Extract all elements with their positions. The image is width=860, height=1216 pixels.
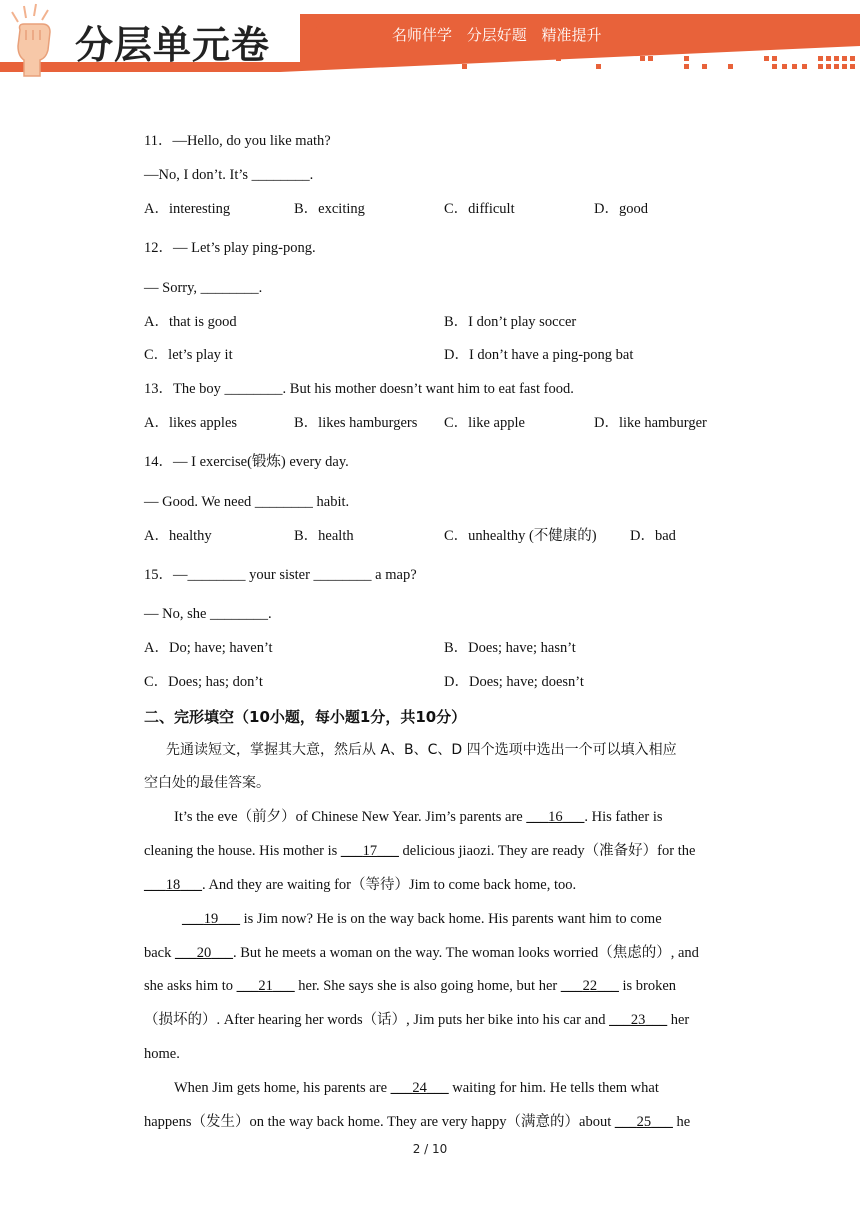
raised-fist-icon bbox=[2, 0, 72, 80]
question-14-response: — Good. We need ________ habit. bbox=[144, 494, 350, 510]
question-12-prompt: 12．— Let’s play ping-pong. bbox=[144, 240, 316, 256]
brand-title: 分层单元卷 bbox=[75, 23, 271, 67]
cloze-instruction-line-1: 先通读短文，掌握其大意，然后从 A、B、C、D 四个选项中选出一个可以填入相应 bbox=[166, 742, 677, 758]
blank-22: ___22___ bbox=[560, 978, 619, 994]
option-13-b: B．likes hamburgers bbox=[294, 415, 418, 431]
option-15-c: C．Does; has; don’t bbox=[144, 674, 263, 690]
option-11-d: D．good bbox=[594, 201, 648, 217]
option-14-d: D．bad bbox=[630, 528, 676, 544]
question-13-prompt: 13．The boy ________. But his mother doesn’t want him to eat fast food. bbox=[144, 381, 574, 397]
passage-line: When Jim gets home, his parents are ___24___ waiting for him. He tells them what bbox=[174, 1080, 659, 1096]
blank-24: ___24___ bbox=[390, 1080, 449, 1096]
passage-line: happens（发生）on the way back home. They are very happy（满意的）about ___25___ he bbox=[144, 1114, 691, 1130]
passage-line: ___18___. And they are waiting for（等待）Jim to come back home, too. bbox=[144, 877, 577, 893]
brand-tagline: 名师伴学 分层好题 精准提升 bbox=[392, 26, 602, 44]
option-13-c: C．like apple bbox=[444, 415, 525, 431]
page-header bbox=[0, 0, 860, 80]
page-number: 2 / 10 bbox=[412, 1142, 448, 1156]
option-14-a: A．healthy bbox=[144, 528, 212, 544]
passage-line: ___19___ is Jim now? He is on the way back home. His parents want him to come bbox=[182, 911, 662, 927]
question-15-response: — No, she ________. bbox=[144, 606, 272, 622]
option-12-c: C．let’s play it bbox=[144, 347, 233, 363]
blank-25: ___25___ bbox=[614, 1114, 673, 1130]
blank-18: ___18___ bbox=[144, 877, 202, 893]
option-15-d: D．Does; have; doesn’t bbox=[444, 674, 584, 690]
option-13-a: A．likes apples bbox=[144, 415, 238, 431]
option-13-d: D．like hamburger bbox=[594, 415, 707, 431]
passage-line: It’s the eve（前夕）of Chinese New Year. Jim’s parents are ___16___. His father is bbox=[174, 809, 663, 825]
blank-19: ___19___ bbox=[182, 911, 240, 927]
option-12-d: D．I don’t have a ping-pong bat bbox=[444, 347, 634, 363]
passage-line: cleaning the house. His mother is ___17___ delicious jiaozi. They are ready（准备好）for the bbox=[144, 843, 696, 859]
option-14-c: C．unhealthy (不健康的) bbox=[444, 528, 597, 544]
cloze-instruction-line-2: 空白处的最佳答案。 bbox=[144, 775, 270, 791]
blank-23: ___23___ bbox=[609, 1012, 668, 1028]
section-heading-cloze: 二、完形填空（10小题，每小题1分，共10分） bbox=[144, 708, 467, 726]
option-11-c: C．difficult bbox=[444, 201, 515, 217]
option-15-a: A．Do; have; haven’t bbox=[144, 640, 273, 656]
option-14-b: B．health bbox=[294, 528, 354, 544]
passage-line: （损坏的）. After hearing her words（话）, Jim puts her bike into his car and ___23___ her bbox=[144, 1012, 690, 1028]
blank-20: ___20___ bbox=[175, 945, 233, 961]
passage-line: back ___20___. But he meets a woman on the way. The woman looks worried（焦虑的）, and bbox=[144, 945, 699, 961]
question-11-prompt: 11．—Hello, do you like math? bbox=[144, 133, 331, 149]
passage-line: home. bbox=[144, 1046, 180, 1062]
option-15-b: B．Does; have; hasn’t bbox=[444, 640, 576, 656]
option-12-b: B．I don’t play soccer bbox=[444, 314, 577, 330]
question-11-response: —No, I don’t. It’s ________. bbox=[144, 167, 314, 183]
question-14-prompt: 14．— I exercise(锻炼) every day. bbox=[144, 454, 349, 470]
blank-21: ___21___ bbox=[236, 978, 295, 994]
blank-16: ___16___ bbox=[526, 809, 585, 825]
question-15-prompt: 15．—________ your sister ________ a map? bbox=[144, 567, 417, 583]
option-11-a: A．interesting bbox=[144, 201, 231, 217]
option-12-a: A．that is good bbox=[144, 314, 237, 330]
option-11-b: B．exciting bbox=[294, 201, 365, 217]
blank-17: ___17___ bbox=[340, 843, 399, 859]
passage-line: she asks him to ___21___ her. She says she is also going home, but her ___22___ is broken bbox=[144, 978, 677, 994]
question-12-response: — Sorry, ________. bbox=[144, 280, 263, 296]
